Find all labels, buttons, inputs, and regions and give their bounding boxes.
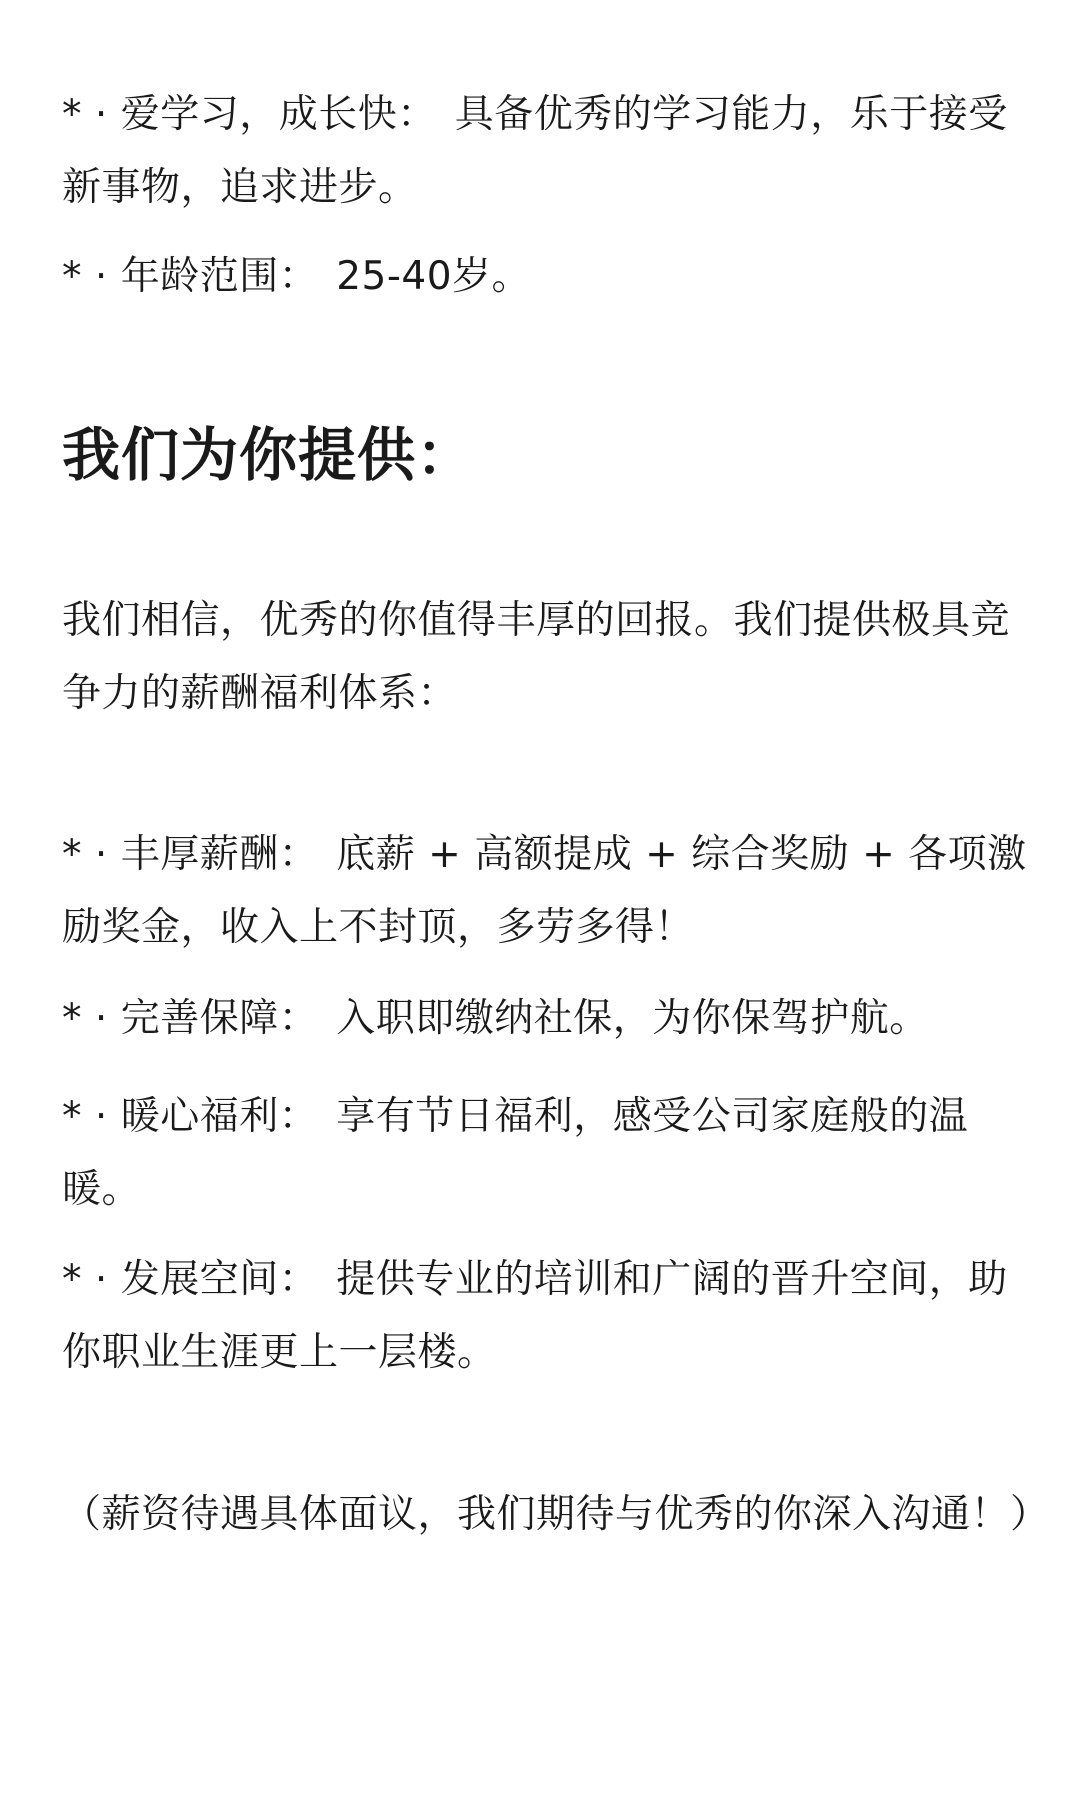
item-text: 享有节日福利，感受公司家庭般的温暖。 (62, 1094, 969, 1212)
item-colon: ： (278, 832, 319, 877)
list-item (62, 240, 1032, 313)
item-text: 25-40岁。 (336, 254, 532, 299)
item-label: 年龄范围 (120, 254, 279, 299)
section-heading: 我们为你提供： (62, 421, 476, 489)
item-colon: ： (278, 1257, 319, 1302)
item-label: 完善保障 (120, 996, 279, 1041)
item-text: 具备优秀的学习能力，乐于接受新事物，追求进步。 (62, 92, 1008, 210)
bullet-marker: * · (62, 1094, 121, 1139)
item-colon: ： (278, 996, 319, 1041)
list-item (62, 818, 1032, 964)
item-label: 暖心福利 (120, 1094, 279, 1139)
item-text: 提供专业的培训和广阔的晋升空间，助你职业生涯更上一层楼。 (62, 1257, 1008, 1375)
bullet-marker: * · (62, 1257, 121, 1302)
list-item (62, 1243, 1032, 1389)
item-text: 入职即缴纳社保，为你保驾护航。 (336, 996, 929, 1041)
bullet-marker: * · (62, 832, 121, 877)
bullet-marker: * · (62, 996, 121, 1041)
list-item (62, 78, 1032, 224)
item-label: 发展空间 (120, 1257, 279, 1302)
item-label: 爱学习，成长快 (120, 92, 398, 137)
bullet-marker: * · (62, 92, 121, 137)
item-colon: ： (278, 254, 319, 299)
item-colon: ： (397, 92, 437, 137)
closing-note: （薪资待遇具体面议，我们期待与优秀的你深入沟通！） (62, 1492, 1050, 1537)
list-item (62, 1080, 1032, 1226)
list-item (62, 982, 1032, 1055)
item-label: 丰厚薪酬 (120, 832, 279, 877)
bullet-marker: * · (62, 254, 121, 299)
item-colon: ： (278, 1094, 319, 1139)
item-text: 底薪 + 高额提成 + 综合奖励 + 各项激励奖金，收入上不封顶，多劳多得！ (62, 832, 1027, 950)
section-intro: 我们相信，优秀的你值得丰厚的回报。我们提供极具竞争力的薪酬福利体系： (62, 598, 1011, 716)
